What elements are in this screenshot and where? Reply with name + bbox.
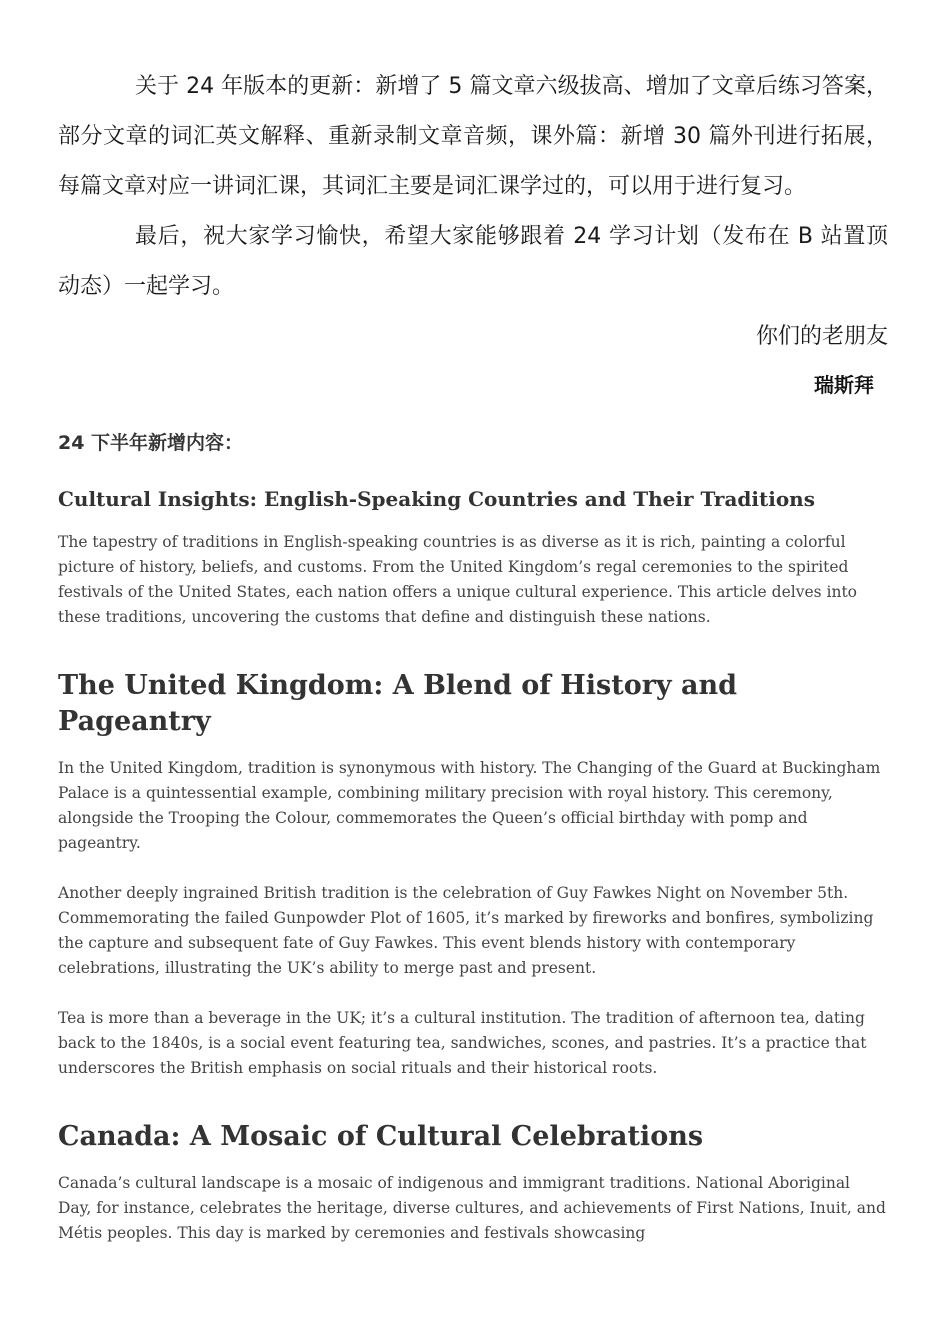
intro-wishes-paragraph: 最后，祝大家学习愉快，希望大家能够跟着 24 学习计划（发布在 B 站置顶动态）一起学习。 [58, 224, 888, 299]
uk-paragraph-3: Tea is more than a beverage in the UK; it’s a cultural institution. The tradition of afternoon tea, dating back to the 1840s, is a social event featuring tea, sandwiches, scones, and pastries. It’s a practice that underscores the British emphasis on social rituals and their historical roots. [58, 1009, 867, 1077]
signoff-line: 你们的老朋友 [755, 324, 888, 349]
article-title: Cultural Insights: English-Speaking Countries and Their Traditions [58, 487, 815, 511]
article-intro-paragraph: The tapestry of traditions in English-speaking countries is as diverse as it is rich, painting a colorful picture of history, beliefs, and customs. From the United Kingdom’s regal ceremonies to the spirited festivals of the United States, each nation offers a unique cultural experience. This article delves into these traditions, uncovering the customs that define and distinguish these nations. [58, 533, 858, 626]
canada-heading: Canada: A Mosaic of Cultural Celebrations [58, 1121, 704, 1152]
author-signature: 瑞斯拜 [814, 373, 874, 397]
uk-heading: The United Kingdom: A Blend of History and Pageantry [58, 670, 738, 737]
document-page [58, 62, 888, 1246]
uk-paragraph-1: In the United Kingdom, tradition is synonymous with history. The Changing of the Guard at Buckingham Palace is a quintessential example, combining military precision with royal history. This ceremony, alongside the Trooping the Colour, commemorates the Queen’s official birthday with pomp and pageantry. [58, 759, 881, 852]
intro-update-paragraph: 关于 24 年版本的更新：新增了 5 篇文章六级拔高、增加了文章后练习答案，部分文章的词汇英文解释、重新录制文章音频，课外篇：新增 30 篇外刊进行拓展，每篇文章对应一讲词汇课，其词汇主要是词汇课学过的，可以用于进行复习。 [58, 74, 888, 199]
canada-paragraph-1: Canada’s cultural landscape is a mosaic of indigenous and immigrant traditions. National Aboriginal Day, for instance, celebrates the heritage, diverse cultures, and achievements of First Nations, Inuit, and Métis peoples. This day is marked by ceremonies and festivals showcasing [58, 1174, 886, 1242]
section-label: 24 下半年新增内容： [58, 432, 244, 454]
uk-paragraph-2: Another deeply ingrained British tradition is the celebration of Guy Fawkes Night on November 5th. Commemorating the failed Gunpowder Plot of 1605, it’s marked by fireworks and bonfires, symbolizing the capture and subsequent fate of Guy Fawkes. This event blends history with contemporary celebrations, illustrating the UK’s ability to merge past and present. [58, 884, 874, 977]
